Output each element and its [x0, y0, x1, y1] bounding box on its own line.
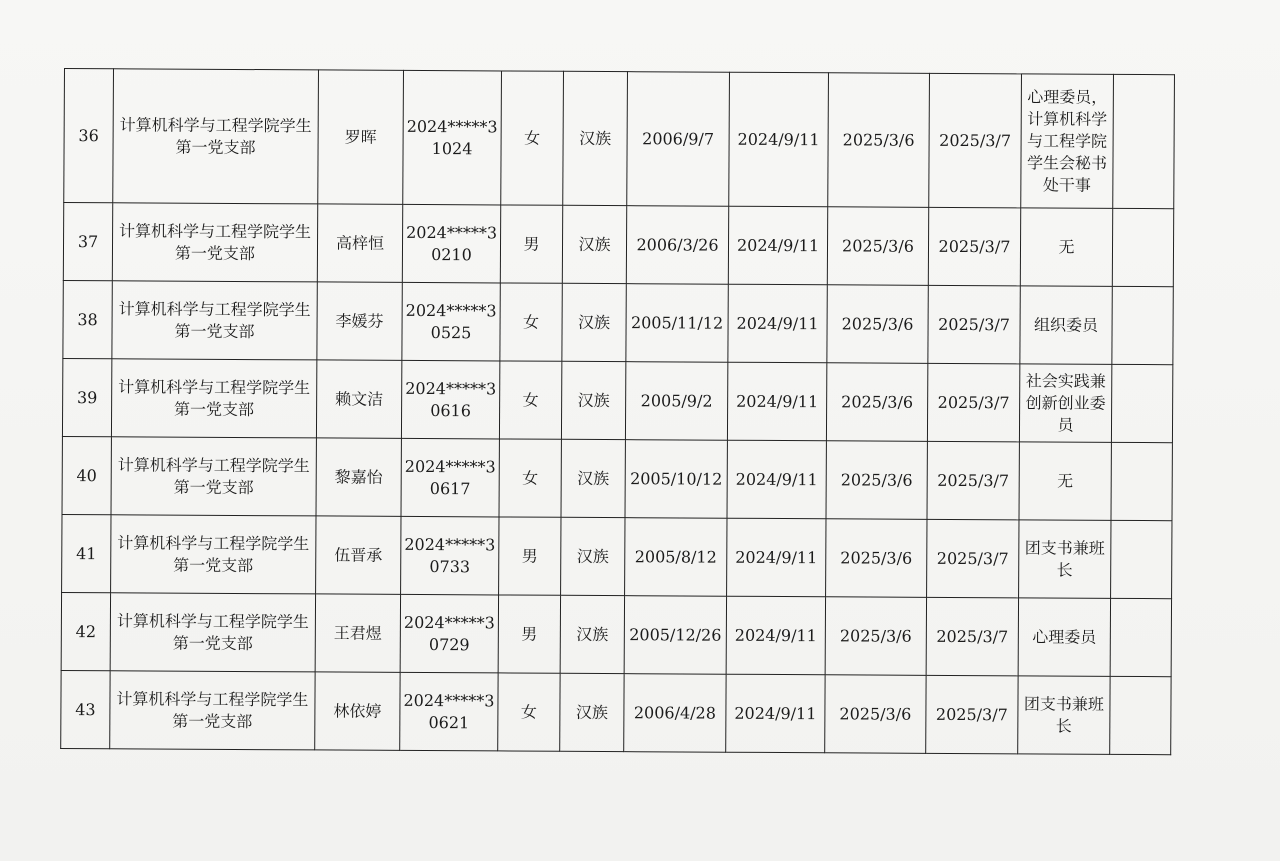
student-id: 2024*****30621 [400, 672, 498, 751]
student-name: 伍晋承 [316, 516, 401, 594]
row-number: 41 [62, 514, 111, 592]
birth-date: 2005/11/12 [626, 284, 728, 363]
table-row [63, 280, 1173, 364]
remarks [1112, 286, 1173, 364]
date-a: 2025/3/6 [827, 207, 928, 286]
remarks [1111, 364, 1172, 442]
date-b: 2025/3/7 [926, 597, 1018, 676]
row-number: 43 [61, 670, 110, 748]
gender: 男 [500, 205, 562, 283]
table-row [61, 592, 1171, 676]
gender: 女 [501, 71, 564, 205]
row-number: 37 [63, 203, 112, 281]
ethnicity: 汉族 [560, 673, 624, 751]
date-a: 2025/3/6 [825, 597, 926, 676]
party-branch: 计算机科学与工程学院学生第一党支部 [113, 69, 319, 204]
student-name: 赖文洁 [316, 360, 401, 438]
gender: 男 [499, 517, 561, 595]
position: 无 [1020, 208, 1112, 287]
position: 组织委员 [1020, 286, 1112, 365]
student-name: 林依婷 [315, 672, 400, 750]
join-date: 2024/9/11 [727, 440, 826, 519]
ethnicity: 汉族 [563, 71, 628, 205]
party-branch: 计算机科学与工程学院学生第一党支部 [110, 671, 315, 750]
student-id: 2024*****30733 [401, 516, 499, 595]
ethnicity: 汉族 [562, 283, 626, 361]
date-b: 2025/3/7 [926, 675, 1018, 754]
ethnicity: 汉族 [561, 439, 625, 517]
student-id: 2024*****30617 [401, 438, 499, 517]
ethnicity: 汉族 [562, 205, 626, 283]
position: 团支书兼班长 [1019, 520, 1111, 599]
remarks [1111, 442, 1172, 520]
date-b: 2025/3/7 [928, 285, 1020, 364]
join-date: 2024/9/11 [727, 362, 826, 441]
student-name: 高梓恒 [317, 204, 402, 282]
join-date: 2024/9/11 [729, 72, 829, 207]
date-a: 2025/3/6 [826, 519, 927, 598]
date-a: 2025/3/6 [826, 441, 927, 520]
student-name: 王君煜 [315, 594, 400, 672]
gender: 女 [498, 673, 560, 751]
party-branch: 计算机科学与工程学院学生第一党支部 [112, 203, 317, 282]
row-number: 42 [61, 592, 110, 670]
gender: 女 [500, 283, 562, 361]
row-number: 36 [64, 69, 114, 203]
date-b: 2025/3/7 [927, 441, 1019, 520]
position: 心理委员，计算机科学与工程学院学生会秘书处干事 [1021, 74, 1114, 209]
party-branch: 计算机科学与工程学院学生第一党支部 [110, 593, 315, 672]
table-row [62, 436, 1172, 520]
birth-date: 2006/3/26 [626, 206, 728, 285]
student-name: 李媛芬 [317, 282, 402, 360]
table-row [61, 670, 1171, 754]
join-date: 2024/9/11 [726, 674, 825, 753]
position: 心理委员 [1018, 598, 1110, 677]
birth-date: 2005/10/12 [625, 440, 727, 519]
join-date: 2024/9/11 [728, 284, 827, 363]
party-branch: 计算机科学与工程学院学生第一党支部 [112, 281, 317, 360]
position: 无 [1019, 442, 1111, 521]
student-id: 2024*****30525 [402, 282, 500, 361]
date-b: 2025/3/7 [928, 207, 1020, 286]
ethnicity: 汉族 [561, 517, 625, 595]
student-id: 2024*****30729 [400, 594, 498, 673]
table-row [63, 203, 1173, 287]
join-date: 2024/9/11 [728, 206, 827, 285]
join-date: 2024/9/11 [726, 596, 825, 675]
position: 团支书兼班长 [1018, 676, 1110, 755]
date-b: 2025/3/7 [929, 73, 1022, 208]
student-id: 2024*****31024 [403, 70, 502, 205]
student-name: 罗晖 [318, 70, 404, 204]
row-number: 38 [63, 280, 112, 358]
gender: 女 [499, 361, 561, 439]
date-a: 2025/3/6 [825, 675, 926, 754]
birth-date: 2006/4/28 [624, 674, 726, 753]
date-b: 2025/3/7 [927, 363, 1019, 442]
birth-date: 2005/12/26 [624, 596, 726, 675]
row-number: 40 [62, 436, 111, 514]
student-name: 黎嘉怡 [316, 438, 401, 516]
ethnicity: 汉族 [560, 595, 624, 673]
gender: 男 [498, 595, 560, 673]
join-date: 2024/9/11 [727, 518, 826, 597]
remarks [1112, 208, 1173, 286]
table-row [62, 358, 1172, 442]
date-a: 2025/3/6 [828, 73, 930, 208]
date-a: 2025/3/6 [826, 363, 927, 442]
date-b: 2025/3/7 [927, 519, 1019, 598]
student-id: 2024*****30616 [401, 360, 499, 439]
row-number: 39 [62, 358, 111, 436]
student-id: 2024*****30210 [402, 204, 500, 283]
party-branch: 计算机科学与工程学院学生第一党支部 [111, 359, 316, 438]
birth-date: 2005/9/2 [625, 362, 727, 441]
position: 社会实践兼创新创业委员 [1019, 364, 1111, 443]
ethnicity: 汉族 [561, 361, 625, 439]
remarks [1113, 74, 1175, 208]
party-branch: 计算机科学与工程学院学生第一党支部 [111, 437, 316, 516]
birth-date: 2005/8/12 [625, 518, 727, 597]
party-branch: 计算机科学与工程学院学生第一党支部 [111, 515, 316, 594]
birth-date: 2006/9/7 [627, 72, 730, 207]
remarks [1111, 520, 1172, 598]
table-row [64, 69, 1175, 209]
date-a: 2025/3/6 [827, 285, 928, 364]
gender: 女 [499, 439, 561, 517]
table-row [62, 514, 1172, 598]
remarks [1110, 598, 1171, 676]
roster-table [60, 68, 1175, 755]
remarks [1110, 676, 1171, 754]
